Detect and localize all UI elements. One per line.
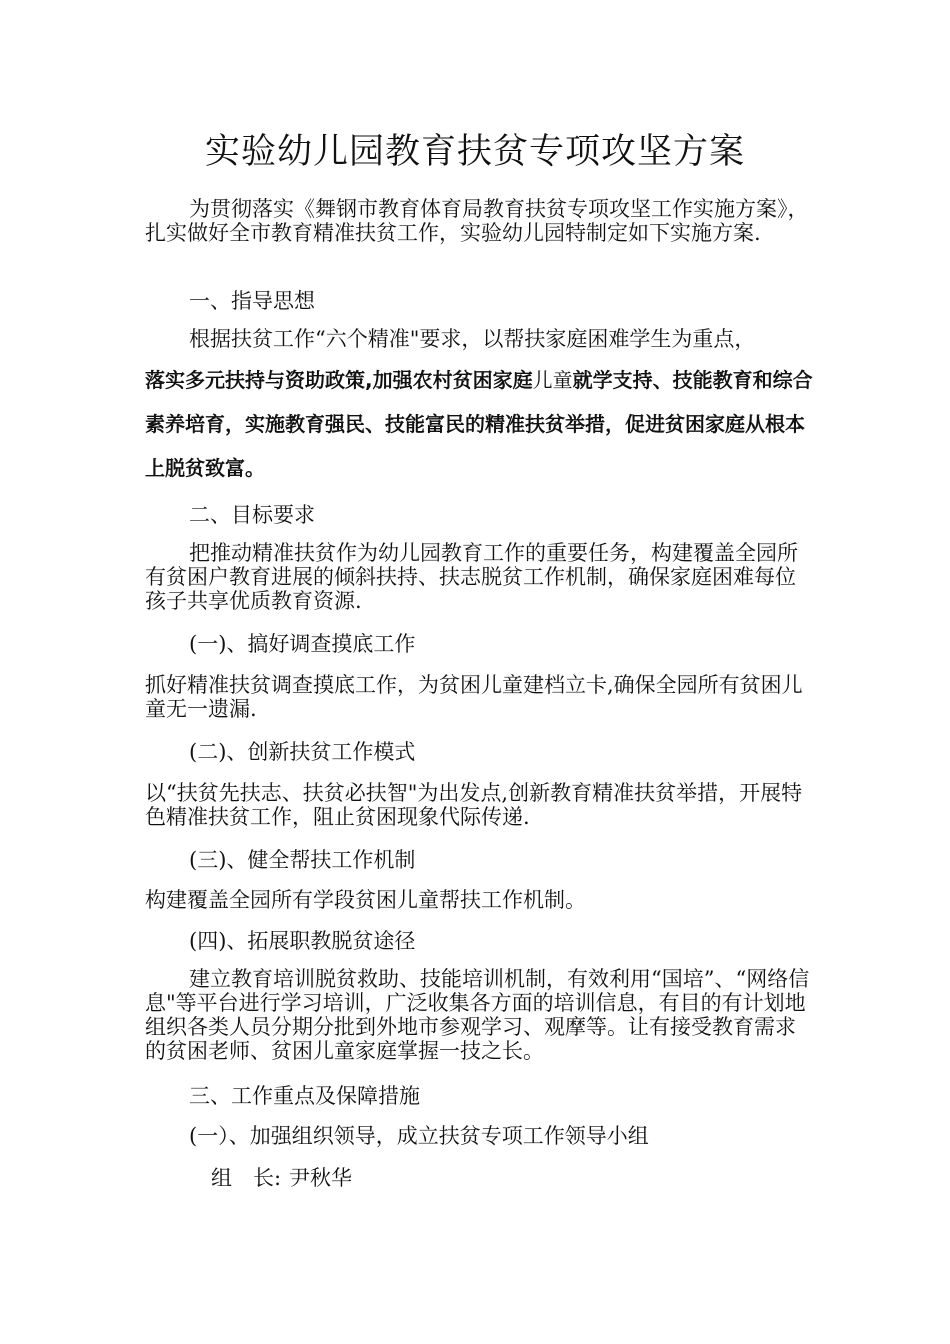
section-3-subheading-1: (一）、加强组织领导，成立扶贫专项工作领导小组 bbox=[189, 1124, 649, 1148]
intro-paragraph: 为贯彻落实《舞钢市教育体育局教育扶贫专项攻坚工作实施方案》，扎实做好全市教育精准扶贫工作，实验幼儿园特制定如下实施方案. bbox=[145, 197, 809, 245]
section-heading-2: 二、目标要求 bbox=[189, 503, 315, 527]
subsection-heading-4: (四)、拓展职教脱贫途径 bbox=[189, 929, 416, 953]
subsection-4-paragraph: 建立教育培训脱贫救助、技能培训机制，有效利用“国培”、“网络信息"等平台进行学习培训，广泛收集各方面的培训信息，有目的有计划地组织各类人员分期分批到外地市参观学习、观摩等。让有接受教育需求的贫困老师、贫困儿童家庭掌握一技之长。 bbox=[145, 967, 810, 1063]
section-1-line-1: 根据扶贫工作“六个精准"要求，以帮扶家庭困难学生为重点， bbox=[189, 327, 756, 351]
subsection-1-paragraph: 抓好精准扶贫调查摸底工作，为贫困儿童建档立卡,确保全园所有贫困儿童无一遗漏. bbox=[145, 673, 803, 721]
subsection-2-paragraph: 以“扶贫先扶志、扶贫必扶智"为出发点,创新教育精准扶贫举措，开展特色精准扶贫工作，阻止贫困现象代际传递. bbox=[145, 781, 803, 829]
subsection-heading-1: (一)、搞好调查摸底工作 bbox=[189, 632, 416, 656]
section-1-bold-paragraph bbox=[145, 358, 813, 490]
subsection-heading-3: (三)、健全帮扶工作机制 bbox=[189, 848, 416, 872]
leader-line bbox=[211, 1166, 352, 1190]
section-heading-1: 一、指导思想 bbox=[189, 289, 315, 313]
section-1-plain-text: 儿童 bbox=[532, 368, 573, 392]
subsection-3-paragraph: 构建覆盖全园所有学段贫困儿童帮扶工作机制。 bbox=[145, 888, 586, 912]
subsection-heading-2: (二)、创新扶贫工作模式 bbox=[189, 740, 416, 764]
section-2-paragraph: 把推动精准扶贫作为幼儿园教育工作的重要任务，构建覆盖全园所有贫困户教育进展的倾斜扶持、扶志脱贫工作机制，确保家庭困难每位孩子共享优质教育资源. bbox=[145, 541, 798, 613]
document-title: 实验幼儿园教育扶贫专项攻坚方案 bbox=[204, 132, 745, 172]
leader-name: 尹秋华 bbox=[289, 1166, 352, 1190]
leader-label: 组 长: bbox=[211, 1166, 282, 1190]
section-1-bold-text-b: 就学支持、技能教育和综合素养培育，实施教育强民、技能富民的精准扶贫举措，促进贫困家庭从根本上脱贫致富。 bbox=[145, 368, 813, 480]
section-heading-3: 三、工作重点及保障措施 bbox=[189, 1084, 420, 1108]
section-1-bold-text-a: 落实多元扶持与资助政策,加强农村贫困家庭 bbox=[145, 368, 533, 392]
